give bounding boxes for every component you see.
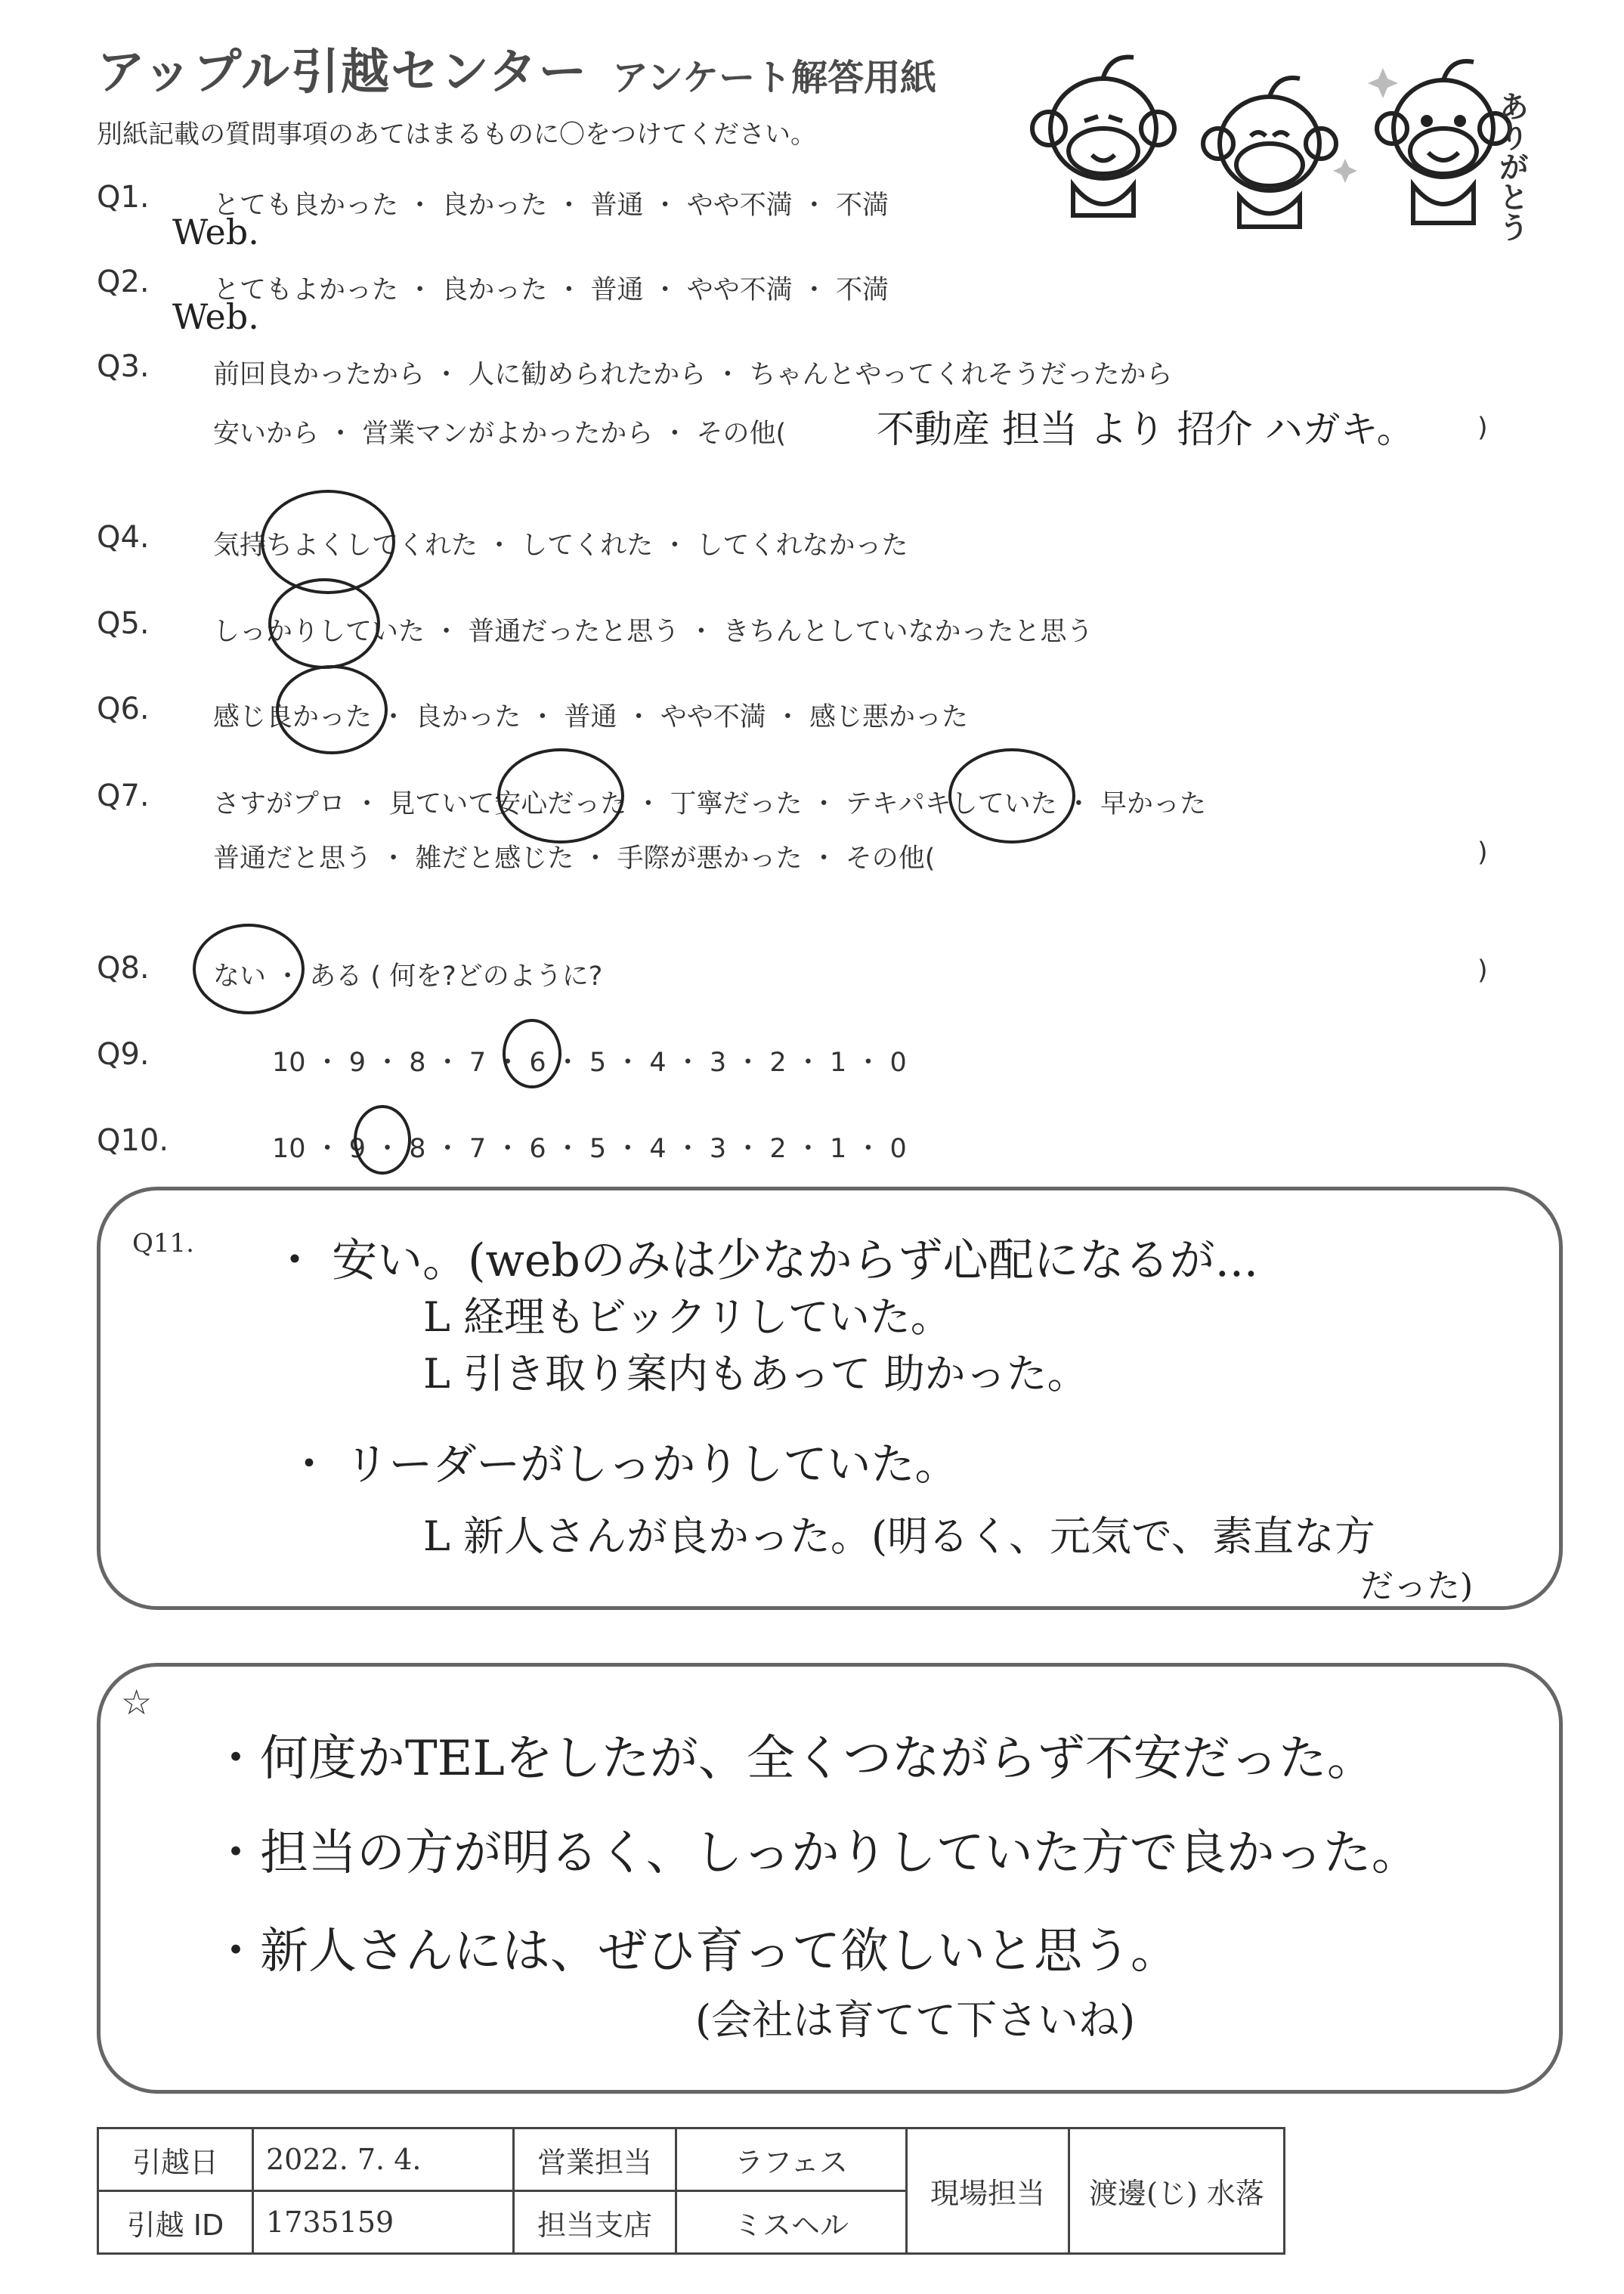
- q8-answer-circle: [193, 924, 305, 1014]
- q7-label: Q7.: [97, 779, 150, 813]
- q11-line-6: だった): [1360, 1567, 1474, 1605]
- q6-options: 感じ良かった ・ 良かった ・ 普通 ・ やや不満 ・ 感じ悪かった: [213, 702, 969, 732]
- q2-note: Web.: [172, 296, 259, 337]
- q1-note: Web.: [172, 212, 259, 252]
- q10-scale: 10 ・ 9 ・ 8 ・ 7 ・ 6 ・ 5 ・ 4 ・ 3 ・ 2 ・ 1 ・ 0: [272, 1134, 907, 1164]
- mascot-illustration: [1020, 45, 1549, 242]
- mascot-thanks-text: ありがとう: [1494, 91, 1529, 242]
- move-date-label: 引越日: [98, 2128, 253, 2191]
- q7-answer-circle-1: [497, 748, 624, 844]
- star-line-1: ・何度かTELをしたが、全くつながらず不安だった。: [212, 1731, 1375, 1787]
- q5-label: Q5.: [97, 606, 150, 641]
- q5-options: しっかりしていた ・ 普通だったと思う ・ きちんとしていなかったと思う: [213, 617, 1093, 647]
- form-subtitle: アンケート解答用紙: [612, 57, 937, 99]
- field-staff-label: 現場担当: [907, 2128, 1069, 2254]
- q4-options: 気持ちよくしてくれた ・ してくれた ・ してくれなかった: [213, 531, 908, 561]
- field-staff-value: 渡邊(じ) 水落: [1069, 2128, 1285, 2254]
- q11-line-5: L 新人さんが良かった。(明るく、元気で、素直な方: [423, 1512, 1375, 1560]
- q10-label: Q10.: [97, 1123, 169, 1158]
- star-icon: ☆: [121, 1682, 153, 1723]
- q2-options: とてもよかった ・ 良かった ・ 普通 ・ やや不満 ・ 不満: [213, 275, 889, 305]
- move-id-label: 引越 ID: [98, 2191, 253, 2254]
- q6-label: Q6.: [97, 692, 150, 726]
- q10-answer-circle: [354, 1105, 411, 1175]
- star-line-4: (会社は育てて下さいね): [695, 1996, 1136, 2044]
- sales-value: ラフェス: [676, 2128, 907, 2191]
- q3-close-paren: ): [1477, 413, 1488, 443]
- q8-options: ない ・ ある ( 何を?どのように?: [213, 961, 603, 992]
- q3-options-line1: 前回良かったから ・ 人に勧められたから ・ ちゃんとやってくれそうだったから: [213, 360, 1173, 390]
- q5-answer-circle: [268, 578, 380, 669]
- q11-line-1: ・ 安い。(webのみは少なからず心配になるが...: [272, 1234, 1258, 1287]
- q7-options-line1: さすがプロ ・ 見ていて安心だった ・ 丁寧だった ・ テキパキしていた ・ 早かった: [213, 789, 1207, 819]
- star-line-3: ・新人さんには、ぜひ育って欲しいと思う。: [212, 1924, 1179, 1980]
- q8-close-paren: ): [1477, 955, 1488, 986]
- q11-label: Q11.: [132, 1228, 194, 1258]
- q1-label: Q1.: [97, 180, 150, 215]
- footer-info-table: [97, 2127, 1285, 2255]
- star-line-2: ・担当の方が明るく、しっかりしていた方で良かった。: [212, 1825, 1420, 1881]
- q9-label: Q9.: [97, 1037, 150, 1072]
- branch-label: 担当支店: [514, 2191, 676, 2254]
- q4-label: Q4.: [97, 520, 150, 555]
- q2-label: Q2.: [97, 265, 150, 299]
- q11-line-4: ・ リーダーがしっかりしていた。: [287, 1438, 959, 1490]
- instruction-text: 別紙記載の質問事項のあてはまるものに〇をつけてください。: [97, 119, 816, 150]
- branch-value: ミスヘル: [676, 2191, 907, 2254]
- q11-line-3: L 引き取り案内もあって 助かった。: [423, 1350, 1088, 1398]
- q7-options-line2: 普通だと思う ・ 雑だと感じた ・ 手際が悪かった ・ その他(: [213, 844, 936, 874]
- q7-close-paren: ): [1477, 837, 1488, 868]
- company-title: アップル引越センター: [97, 45, 589, 101]
- q9-scale: 10 ・ 9 ・ 8 ・ 7 ・ 6 ・ 5 ・ 4 ・ 3 ・ 2 ・ 1 ・ 0: [272, 1048, 907, 1078]
- q9-answer-circle: [503, 1019, 561, 1088]
- sales-label: 営業担当: [514, 2128, 676, 2191]
- q3-options-line2: 安いから ・ 営業マンがよかったから ・ その他(: [213, 419, 787, 449]
- move-date-value: 2022. 7. 4.: [253, 2128, 514, 2191]
- q3-label: Q3.: [97, 349, 150, 384]
- q11-line-2: L 経理もビックリしていた。: [423, 1293, 951, 1341]
- q8-label: Q8.: [97, 951, 150, 986]
- move-id-value: 1735159: [253, 2191, 514, 2254]
- q6-answer-circle: [276, 665, 388, 754]
- q7-answer-circle-2: [948, 748, 1075, 844]
- q3-other-answer: 不動産 担当 より 招介 ハガキ。: [877, 407, 1415, 451]
- q1-options: とても良かった ・ 良かった ・ 普通 ・ やや不満 ・ 不満: [213, 190, 889, 221]
